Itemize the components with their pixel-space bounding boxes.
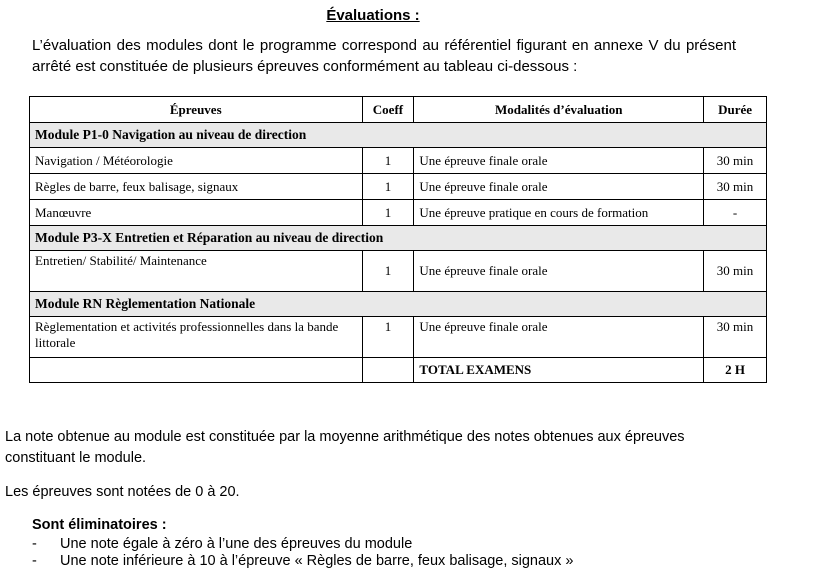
average-paragraph: La note obtenue au module est constituée par la moyenne arithmétique des notes obtenues aux épreuves constituant le module. xyxy=(5,429,685,466)
total-row xyxy=(30,358,767,383)
module-row xyxy=(30,123,767,148)
table-header-row xyxy=(30,97,767,123)
dash-bullet: - xyxy=(32,536,37,552)
cell-coeff: 1 xyxy=(362,317,414,358)
header-duree: Durée xyxy=(704,97,767,123)
header-modalites: Modalités d’évaluation xyxy=(414,97,704,123)
header-epreuves: Épreuves xyxy=(30,97,363,123)
intro-paragraph: L’évaluation des modules dont le programme correspond au référentiel figurant en annexe V du présent arrêté est constituée de plusieurs épreuves conformément au tableau ci-dessous : xyxy=(32,37,736,75)
total-duree: 2 H xyxy=(704,358,767,383)
list-item xyxy=(32,553,573,570)
cell-modalite: Une épreuve finale orale xyxy=(414,148,704,174)
module-title: Module P1-0 Navigation au niveau de direction xyxy=(30,123,767,148)
module-title: Module RN Règlementation Nationale xyxy=(30,292,767,317)
list-item xyxy=(32,536,573,553)
cell-modalite: Une épreuve pratique en cours de formation xyxy=(414,200,704,226)
cell-coeff: 1 xyxy=(362,174,414,200)
cell-duree: 30 min xyxy=(704,317,767,358)
table-row xyxy=(30,317,767,358)
cell-epreuve: Navigation / Météorologie xyxy=(30,148,363,174)
table-row xyxy=(30,174,767,200)
cell-epreuve: Règles de barre, feux balisage, signaux xyxy=(30,174,363,200)
cell-duree: 30 min xyxy=(704,251,767,292)
cell-coeff: 1 xyxy=(362,148,414,174)
grading-paragraph: Les épreuves sont notées de 0 à 20. xyxy=(5,484,240,500)
eliminatoires-title: Sont éliminatoires : xyxy=(32,517,167,533)
cell-coeff: 1 xyxy=(362,251,414,292)
cell-duree: 30 min xyxy=(704,174,767,200)
cell-epreuve: Entretien/ Stabilité/ Maintenance xyxy=(30,251,363,292)
cell-duree: 30 min xyxy=(704,148,767,174)
cell-epreuve: Manœuvre xyxy=(30,200,363,226)
cell-epreuve: Règlementation et activités professionnelles dans la bande littorale xyxy=(30,317,363,358)
cell-duree: - xyxy=(704,200,767,226)
module-title: Module P3-X Entretien et Réparation au niveau de direction xyxy=(30,226,767,251)
evaluation-table xyxy=(29,96,767,383)
cell-modalite: Une épreuve finale orale xyxy=(414,251,704,292)
header-coeff: Coeff xyxy=(362,97,414,123)
cell-modalite: Une épreuve finale orale xyxy=(414,317,704,358)
list-item-text: Une note inférieure à 10 à l’épreuve « Règles de barre, feux balisage, signaux » xyxy=(60,553,574,569)
cell-coeff: 1 xyxy=(362,200,414,226)
cell-modalite: Une épreuve finale orale xyxy=(414,174,704,200)
cell-empty xyxy=(362,358,414,383)
total-label: TOTAL EXAMENS xyxy=(414,358,704,383)
table-row xyxy=(30,148,767,174)
cell-empty xyxy=(30,358,363,383)
module-row xyxy=(30,292,767,317)
dash-bullet: - xyxy=(32,553,37,569)
eliminatoires-list xyxy=(32,536,573,570)
module-row xyxy=(30,226,767,251)
table-row xyxy=(30,200,767,226)
section-heading: Évaluations : xyxy=(326,7,420,24)
table-row xyxy=(30,251,767,292)
list-item-text: Une note égale à zéro à l’une des épreuves du module xyxy=(60,536,413,552)
